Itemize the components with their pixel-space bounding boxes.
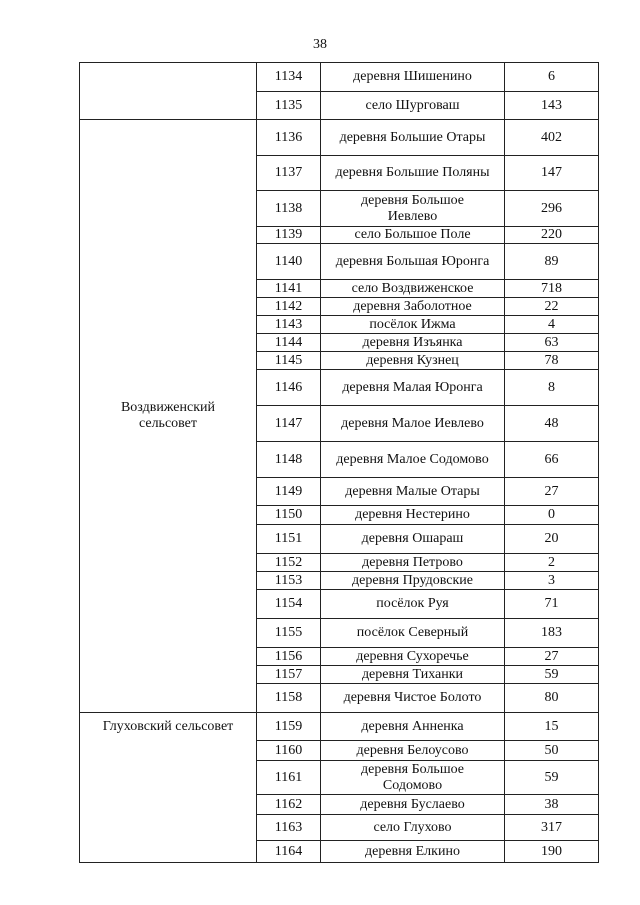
- row-number-cell: 1159: [257, 713, 321, 741]
- settlement-name-cell: деревня Кузнец: [321, 352, 505, 370]
- settlement-name-cell: деревня Большая Юронга: [321, 244, 505, 280]
- settlement-name-cell: деревня Буслаево: [321, 795, 505, 815]
- row-number-cell: 1146: [257, 370, 321, 406]
- population-cell: 183: [505, 619, 599, 648]
- settlement-name-cell: деревня Ошараш: [321, 525, 505, 554]
- population-cell: 66: [505, 442, 599, 478]
- population-cell: 3: [505, 572, 599, 590]
- settlement-name-cell: деревня Большое Содомово: [321, 761, 505, 795]
- row-number-cell: 1158: [257, 684, 321, 713]
- row-number-cell: 1162: [257, 795, 321, 815]
- settlement-name-cell: деревня Изъянка: [321, 334, 505, 352]
- settlement-name-cell: деревня Елкино: [321, 841, 505, 863]
- row-number-cell: 1148: [257, 442, 321, 478]
- settlement-name-cell: село Шурговаш: [321, 92, 505, 120]
- population-cell: 71: [505, 590, 599, 619]
- row-number-cell: 1156: [257, 648, 321, 666]
- population-cell: 190: [505, 841, 599, 863]
- row-number-cell: 1153: [257, 572, 321, 590]
- population-cell: 718: [505, 280, 599, 298]
- settlement-name-cell: деревня Анненка: [321, 713, 505, 741]
- population-cell: 63: [505, 334, 599, 352]
- population-cell: 48: [505, 406, 599, 442]
- settlement-name-cell: посёлок Ижма: [321, 316, 505, 334]
- row-number-cell: 1155: [257, 619, 321, 648]
- population-cell: 143: [505, 92, 599, 120]
- population-cell: 20: [505, 525, 599, 554]
- row-number-cell: 1137: [257, 156, 321, 191]
- population-cell: 50: [505, 741, 599, 761]
- row-number-cell: 1149: [257, 478, 321, 506]
- row-number-cell: 1141: [257, 280, 321, 298]
- population-cell: 220: [505, 227, 599, 244]
- row-number-cell: 1134: [257, 63, 321, 92]
- row-number-cell: 1143: [257, 316, 321, 334]
- population-cell: 317: [505, 815, 599, 841]
- settlement-name-cell: деревня Большие Отары: [321, 120, 505, 156]
- settlement-name-cell: село Воздвиженское: [321, 280, 505, 298]
- population-cell: 2: [505, 554, 599, 572]
- row-number-cell: 1157: [257, 666, 321, 684]
- settlement-name-cell: деревня Малая Юронга: [321, 370, 505, 406]
- population-cell: 80: [505, 684, 599, 713]
- population-cell: 27: [505, 478, 599, 506]
- row-number-cell: 1135: [257, 92, 321, 120]
- population-cell: 296: [505, 191, 599, 227]
- row-number-cell: 1145: [257, 352, 321, 370]
- table-row: [80, 120, 599, 156]
- population-cell: 78: [505, 352, 599, 370]
- settlement-name-cell: деревня Белоусово: [321, 741, 505, 761]
- row-number-cell: 1138: [257, 191, 321, 227]
- settlement-name-cell: деревня Петрово: [321, 554, 505, 572]
- row-number-cell: 1144: [257, 334, 321, 352]
- settlement-name-cell: деревня Чистое Болото: [321, 684, 505, 713]
- settlement-name-cell: деревня Шишенино: [321, 63, 505, 92]
- population-cell: 0: [505, 506, 599, 525]
- row-number-cell: 1164: [257, 841, 321, 863]
- population-cell: 147: [505, 156, 599, 191]
- page-number: 38: [313, 37, 327, 52]
- settlement-name-cell: деревня Прудовские: [321, 572, 505, 590]
- row-number-cell: 1139: [257, 227, 321, 244]
- settlement-name-cell: посёлок Северный: [321, 619, 505, 648]
- row-number-cell: 1160: [257, 741, 321, 761]
- population-cell: 89: [505, 244, 599, 280]
- settlement-name-cell: деревня Тиханки: [321, 666, 505, 684]
- settlement-name-cell: посёлок Руя: [321, 590, 505, 619]
- row-number-cell: 1152: [257, 554, 321, 572]
- settlements-table: [79, 62, 599, 863]
- table-row: [80, 713, 599, 741]
- council-cell: Глуховский сельсовет: [80, 713, 257, 863]
- row-number-cell: 1150: [257, 506, 321, 525]
- population-cell: 27: [505, 648, 599, 666]
- population-cell: 8: [505, 370, 599, 406]
- population-cell: 15: [505, 713, 599, 741]
- settlement-name-cell: деревня Малое Содомово: [321, 442, 505, 478]
- settlement-name-cell: деревня Большие Поляны: [321, 156, 505, 191]
- row-number-cell: 1142: [257, 298, 321, 316]
- population-cell: 6: [505, 63, 599, 92]
- row-number-cell: 1163: [257, 815, 321, 841]
- settlement-name-cell: село Большое Поле: [321, 227, 505, 244]
- row-number-cell: 1154: [257, 590, 321, 619]
- row-number-cell: 1151: [257, 525, 321, 554]
- row-number-cell: 1147: [257, 406, 321, 442]
- settlement-name-cell: село Глухово: [321, 815, 505, 841]
- settlement-name-cell: деревня Заболотное: [321, 298, 505, 316]
- population-cell: 59: [505, 761, 599, 795]
- population-cell: 4: [505, 316, 599, 334]
- population-cell: 59: [505, 666, 599, 684]
- council-cell: Воздвиженский сельсовет: [80, 120, 257, 713]
- population-cell: 402: [505, 120, 599, 156]
- table-row: [80, 63, 599, 92]
- row-number-cell: 1136: [257, 120, 321, 156]
- settlement-name-cell: деревня Малые Отары: [321, 478, 505, 506]
- row-number-cell: 1161: [257, 761, 321, 795]
- settlement-name-cell: деревня Малое Иевлево: [321, 406, 505, 442]
- settlement-name-cell: деревня Сухоречье: [321, 648, 505, 666]
- population-cell: 38: [505, 795, 599, 815]
- settlement-name-cell: деревня Большое Иевлево: [321, 191, 505, 227]
- population-cell: 22: [505, 298, 599, 316]
- council-cell: [80, 63, 257, 120]
- row-number-cell: 1140: [257, 244, 321, 280]
- settlement-name-cell: деревня Нестерино: [321, 506, 505, 525]
